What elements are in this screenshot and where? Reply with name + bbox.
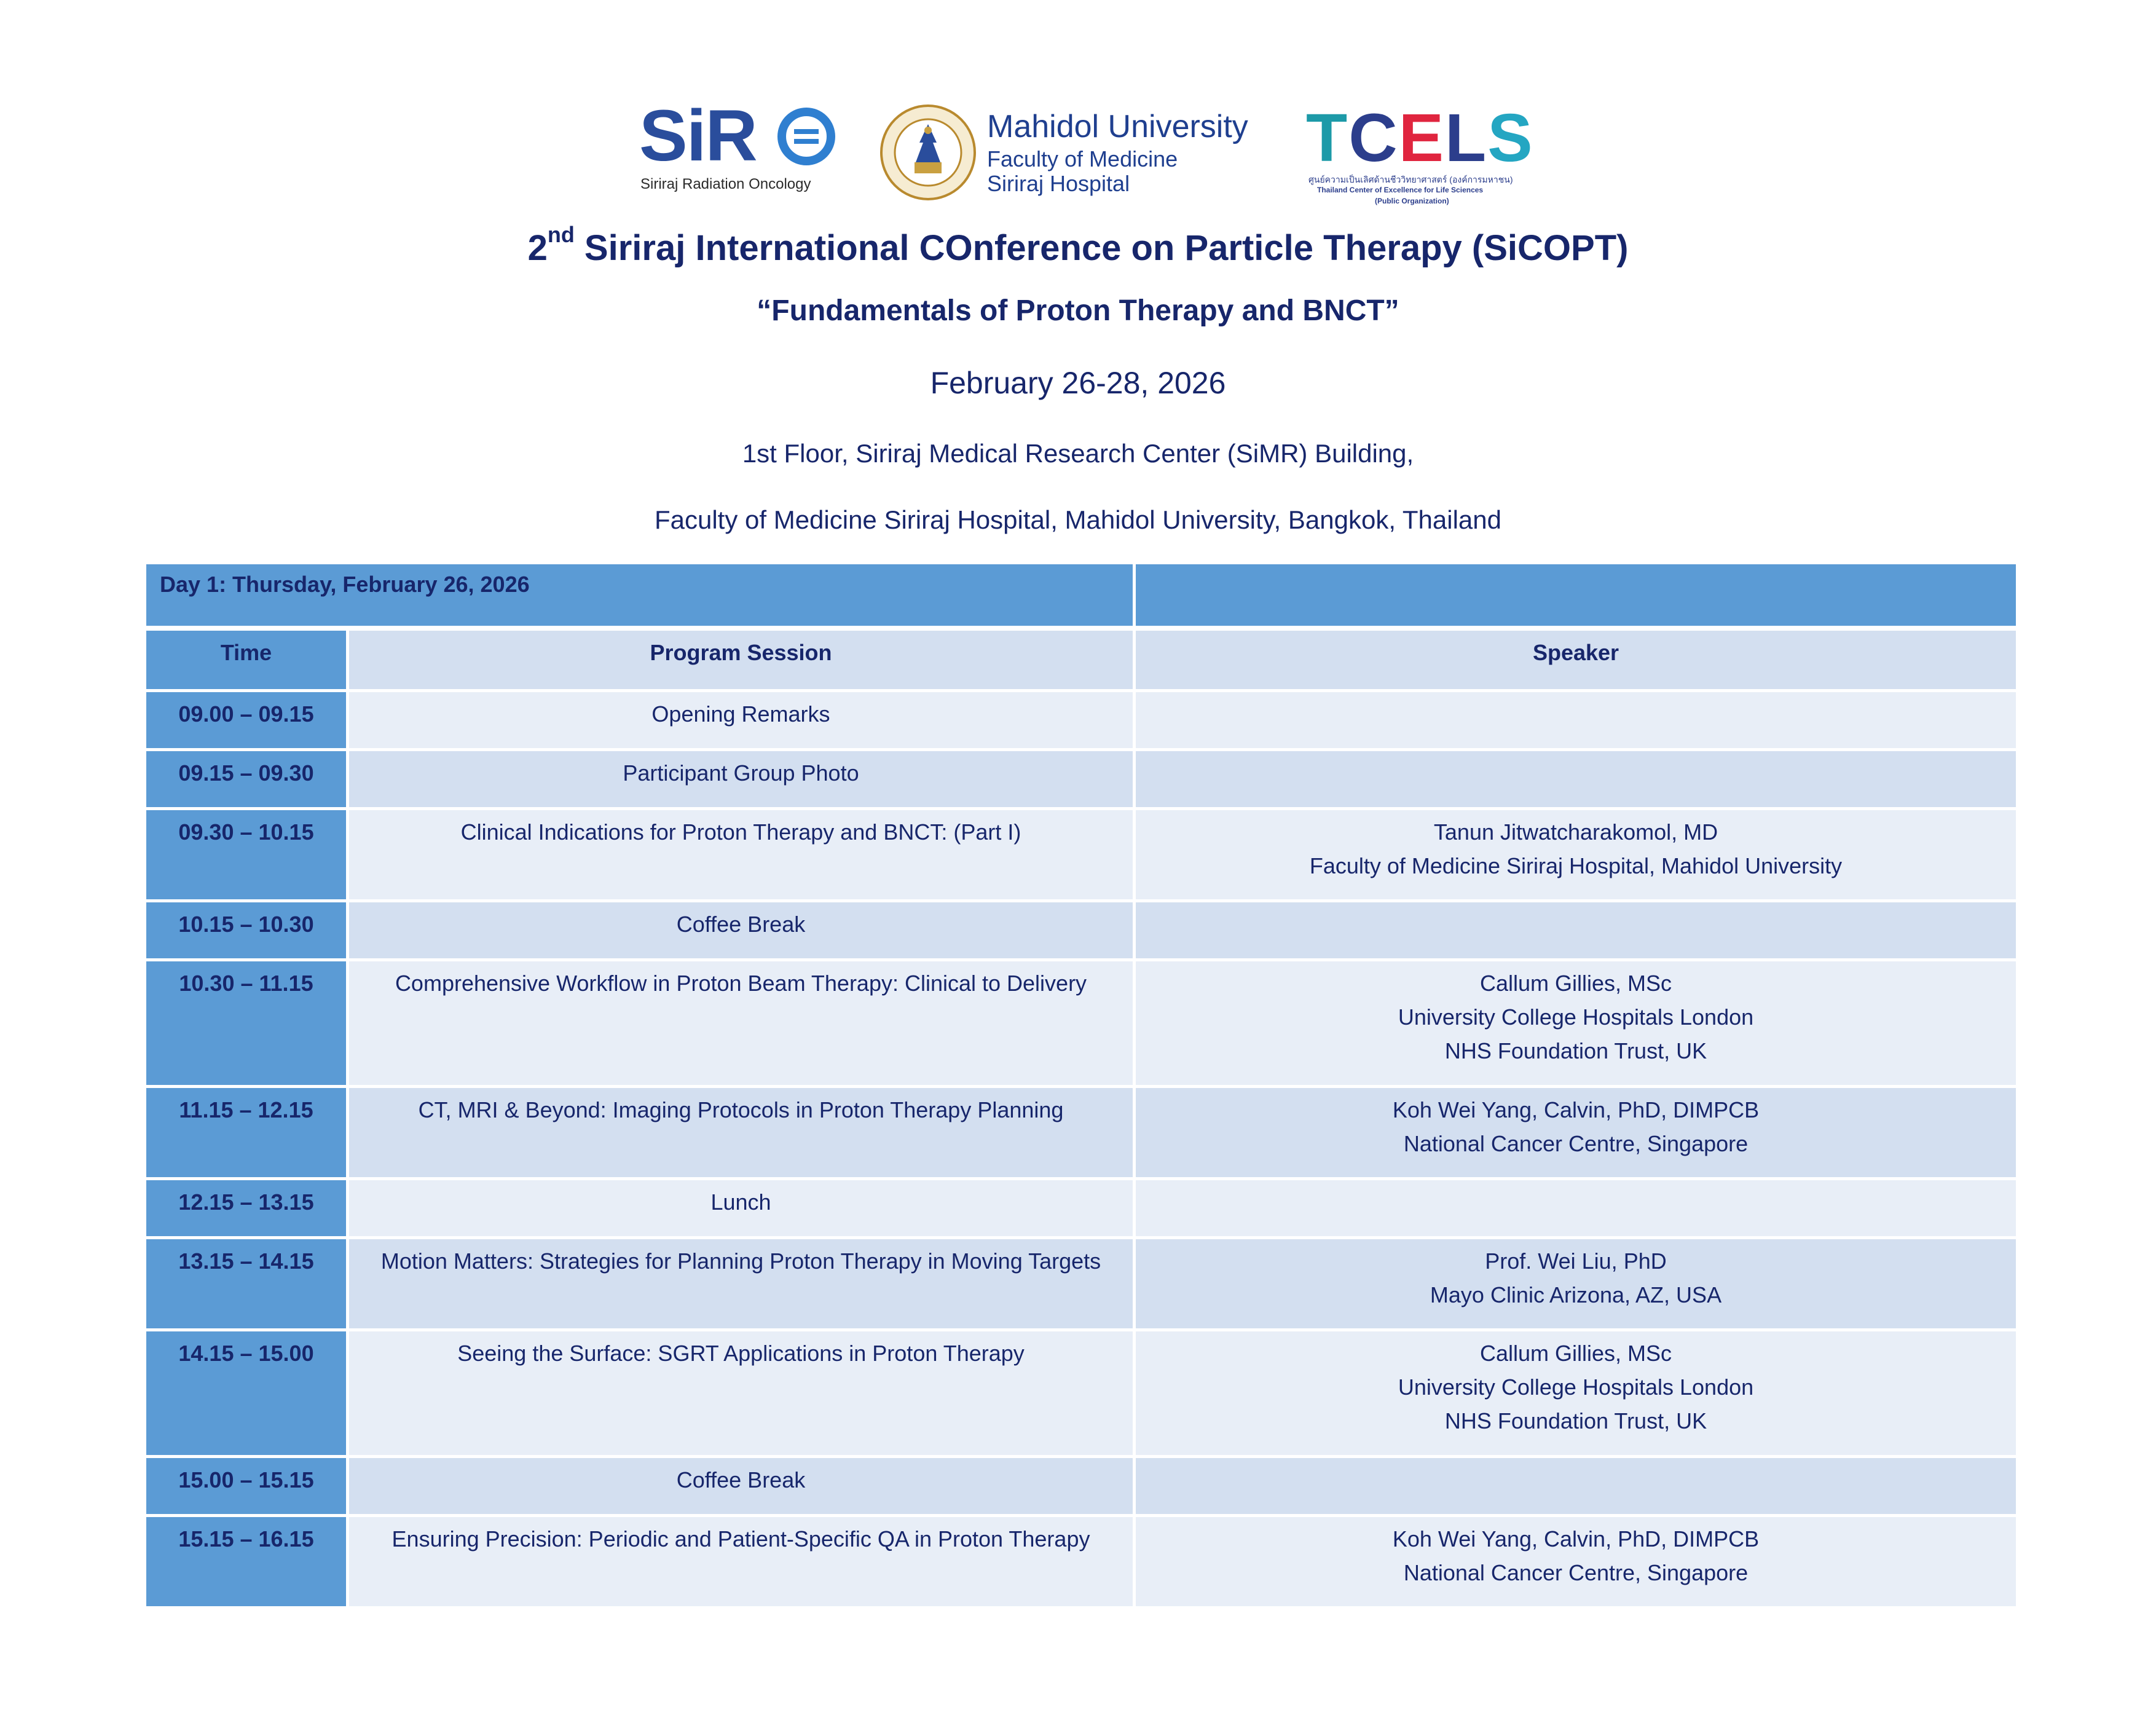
table-row (146, 1331, 2016, 1458)
row-session: Comprehensive Workflow in Proton Beam Therapy: Clinical to Delivery (349, 961, 1136, 1088)
row-session: Seeing the Surface: SGRT Applications in Proton Therapy (349, 1331, 1136, 1458)
siro-subtitle: Siriraj Radiation Oncology (640, 176, 811, 192)
speaker-line: NHS Foundation Trust, UK (1444, 1408, 1707, 1433)
schedule-table (146, 564, 2016, 1609)
speaker-line: Koh Wei Yang, Calvin, PhD, DIMPCB (1392, 1097, 1760, 1122)
day-gap (146, 626, 2016, 631)
row-session: Lunch (349, 1180, 1136, 1239)
row-speaker (1136, 961, 2016, 1088)
tcels-english-line: Thailand Center of Excellence for Life Sciences (1317, 186, 1484, 194)
siro-wordmark: SiR (639, 95, 757, 176)
venue-line-1: 1st Floor, Siriraj Medical Research Center (SiMR) Building, (742, 439, 1414, 468)
column-header-session: Program Session (349, 631, 1136, 692)
mahidol-logo (879, 102, 1272, 207)
row-session: Opening Remarks (349, 692, 1136, 751)
title-text: Siriraj International COnference on Particle Therapy (SiCOPT) (574, 228, 1629, 268)
row-speaker (1136, 902, 2016, 961)
table-row (146, 692, 2016, 751)
speaker-line: Faculty of Medicine Siriraj Hospital, Mahidol University (1309, 853, 1843, 878)
row-time: 09.00 – 09.15 (146, 692, 349, 751)
table-row (146, 1180, 2016, 1239)
row-time: 09.30 – 10.15 (146, 810, 349, 902)
row-time: 12.15 – 13.15 (146, 1180, 349, 1239)
table-row (146, 1088, 2016, 1180)
row-speaker (1136, 1458, 2016, 1517)
row-speaker (1136, 692, 2016, 751)
row-speaker (1136, 1088, 2016, 1180)
column-header-speaker: Speaker (1136, 631, 2016, 692)
row-time: 13.15 – 14.15 (146, 1239, 349, 1331)
title-superscript: nd (547, 222, 575, 248)
day-header-blank (1136, 564, 2016, 626)
speaker-line: Callum Gillies, MSc (1479, 1341, 1672, 1366)
row-time: 15.00 – 15.15 (146, 1458, 349, 1517)
tcels-org-line: (Public Organization) (1375, 197, 1449, 205)
row-speaker (1136, 1517, 2016, 1609)
speaker-line: NHS Foundation Trust, UK (1444, 1038, 1707, 1063)
table-row (146, 810, 2016, 902)
title-ordinal: 2 (527, 228, 548, 268)
table-row (146, 961, 2016, 1088)
row-speaker (1136, 1331, 2016, 1458)
row-session: CT, MRI & Beyond: Imaging Protocols in Proton Therapy Planning (349, 1088, 1136, 1180)
conference-date: February 26-28, 2026 (930, 366, 1226, 400)
mahidol-hospital: Siriraj Hospital (987, 171, 1130, 196)
schedule-rows (146, 692, 2016, 1609)
tcels-logo (1306, 100, 1540, 209)
row-session: Participant Group Photo (349, 751, 1136, 810)
row-speaker (1136, 751, 2016, 810)
mahidol-faculty: Faculty of Medicine (987, 146, 1178, 172)
row-session: Motion Matters: Strategies for Planning Proton Therapy in Moving Targets (349, 1239, 1136, 1331)
siro-o-icon (776, 106, 837, 167)
table-row (146, 751, 2016, 810)
row-time: 10.15 – 10.30 (146, 902, 349, 961)
speaker-line: National Cancer Centre, Singapore (1403, 1131, 1749, 1156)
speaker-line: Prof. Wei Liu, PhD (1485, 1248, 1667, 1274)
table-row (146, 1239, 2016, 1331)
mahidol-seal-icon (879, 103, 977, 202)
row-session: Clinical Indications for Proton Therapy and BNCT: (Part I) (349, 810, 1136, 902)
conference-subtitle: “Fundamentals of Proton Therapy and BNCT” (757, 294, 1399, 327)
speaker-line: University College Hospitals London (1398, 1004, 1754, 1030)
speaker-line: University College Hospitals London (1398, 1374, 1754, 1400)
table-row (146, 1458, 2016, 1517)
tcels-thai-line: ศูนย์ความเป็นเลิศด้านชีววิทยาศาสตร์ (องค์การมหาชน) (1308, 175, 1513, 184)
mahidol-name: Mahidol University (987, 109, 1248, 144)
row-speaker (1136, 810, 2016, 902)
row-time: 10.30 – 11.15 (146, 961, 349, 1088)
column-header-row (146, 631, 2016, 692)
row-time: 15.15 – 16.15 (146, 1517, 349, 1609)
row-time: 14.15 – 15.00 (146, 1331, 349, 1458)
venue-line-2: Faculty of Medicine Siriraj Hospital, Mahidol University, Bangkok, Thailand (654, 505, 1502, 534)
row-time: 09.15 – 09.30 (146, 751, 349, 810)
day-header-row (146, 564, 2016, 626)
siro-logo (639, 95, 836, 203)
row-session: Coffee Break (349, 902, 1136, 961)
row-session: Coffee Break (349, 1458, 1136, 1517)
speaker-line: Tanun Jitwatcharakomol, MD (1433, 819, 1718, 845)
table-row (146, 1517, 2016, 1609)
row-session: Ensuring Precision: Periodic and Patient-Specific QA in Proton Therapy (349, 1517, 1136, 1609)
day-label: Day 1: Thursday, February 26, 2026 (146, 564, 1136, 626)
speaker-line: Mayo Clinic Arizona, AZ, USA (1430, 1282, 1722, 1307)
speaker-line: Koh Wei Yang, Calvin, PhD, DIMPCB (1392, 1526, 1760, 1551)
column-header-time: Time (146, 631, 349, 692)
speaker-line: National Cancer Centre, Singapore (1403, 1560, 1749, 1585)
speaker-line: Callum Gillies, MSc (1479, 971, 1672, 996)
conference-title (0, 222, 2156, 269)
row-speaker (1136, 1239, 2016, 1331)
row-speaker (1136, 1180, 2016, 1239)
row-time: 11.15 – 12.15 (146, 1088, 349, 1180)
table-row (146, 902, 2016, 961)
tcels-wordmark: TCELS (1306, 100, 1534, 176)
logo-bar (0, 95, 2156, 209)
